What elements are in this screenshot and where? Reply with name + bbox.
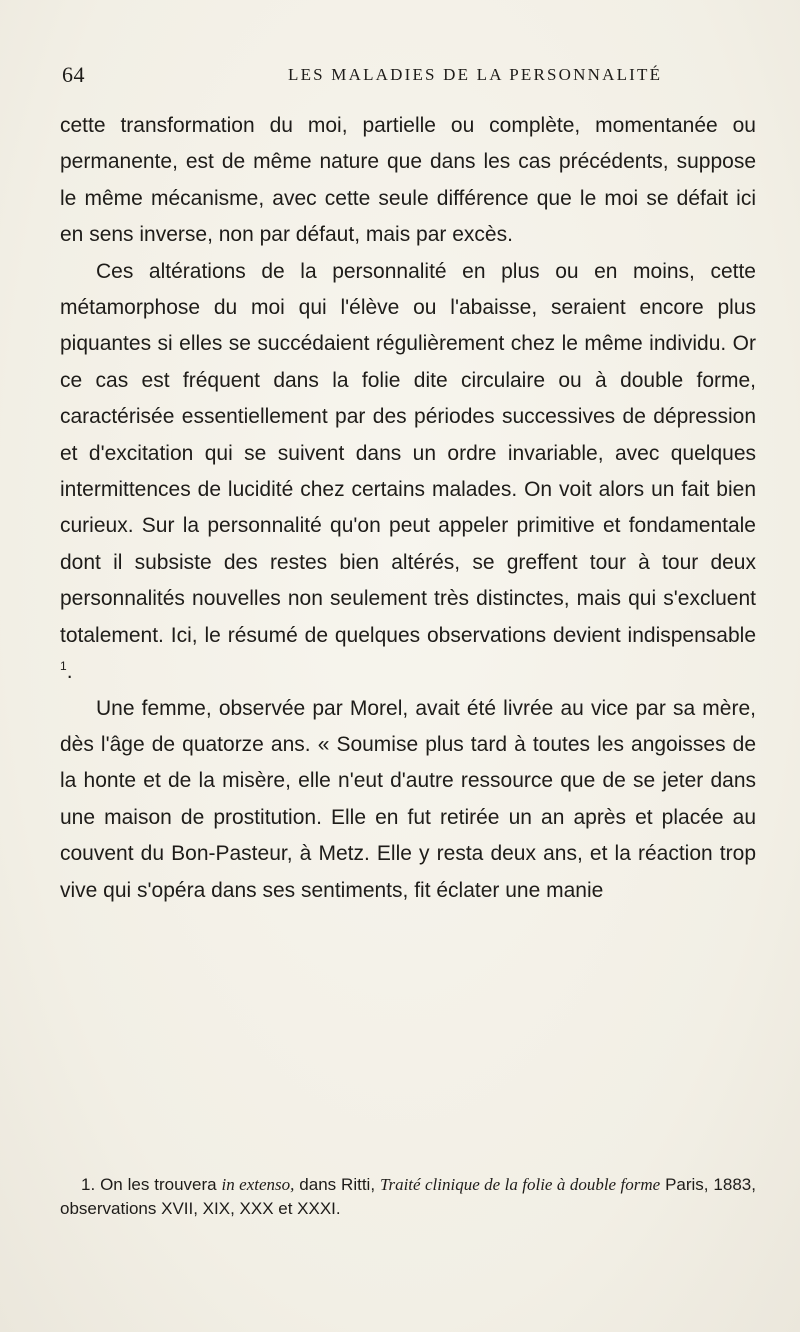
footnote-text-after: Paris, 1883, observations XVII, XIX, XXX et XXXI. (60, 1175, 756, 1218)
page-number: 64 (62, 62, 85, 87)
footnote-book-title: Traité clinique de la folie à double forme (379, 1175, 661, 1194)
footnote-text-before: On les trouvera (100, 1175, 217, 1194)
paragraph-2-text: Ces altérations de la personnalité en plus ou en moins, cette métamorphose du moi qui l'élève ou l'abaisse, seraient encore plus piquantes si elles se succédaient régulièrement chez le même individu. Or ce cas est fréquent dans la folie dite circulaire ou à double forme, caractérisée essentiellement par des périodes successives de dépression et d'excitation qui se suivent dans un ordre invariable, avec quelques intermittences de lucidité chez certains malades. On voit alors un fait bien curieux. Sur la personnalité qu'on peut appeler primitive et fondamentale dont il subsiste des restes bien altérés, se greffent tour à tour deux personnalités nouvelles non seulement très distinctes, mais qui s'excluent totalement. Ici, le résumé de quelques observations devient indispensable (60, 259, 756, 647)
paragraph-2-end: . (66, 660, 73, 684)
footnote-text-middle: dans Ritti, (299, 1175, 376, 1194)
footnote (60, 1173, 756, 1221)
paragraph-3: Une femme, observée par Morel, avait été livrée au vice par sa mère, dès l'âge de quatorze ans. « Soumise plus tard à toutes les angoisses de la honte et de la misère, elle n'eut d'autre ressource que de se jeter dans une maison de prostitution. Elle en fut retirée un an après et placée au couvent du Bon-Pasteur, à Metz. Elle y resta deux ans, et la réaction trop vive qui s'opéra dans ses sentiments, fit éclater une manie (60, 696, 756, 902)
paragraph-1: cette transformation du moi, partielle ou complète, momentanée ou permanente, est de même nature que dans les cas précédents, suppose le même mécanisme, avec cette seule différence que le moi se défait ici en sens inverse, non par défaut, mais par excès. (60, 114, 756, 247)
running-title: LES MALADIES DE LA PERSONNALITÉ (288, 65, 663, 84)
paragraph-2 (60, 254, 756, 691)
footnote-reference[interactable]: 1 (60, 659, 67, 674)
footnote-number: 1. (81, 1175, 96, 1194)
page-header (60, 62, 750, 92)
body-text (60, 108, 756, 909)
footnote-italic-latin: in extenso, (221, 1175, 295, 1194)
